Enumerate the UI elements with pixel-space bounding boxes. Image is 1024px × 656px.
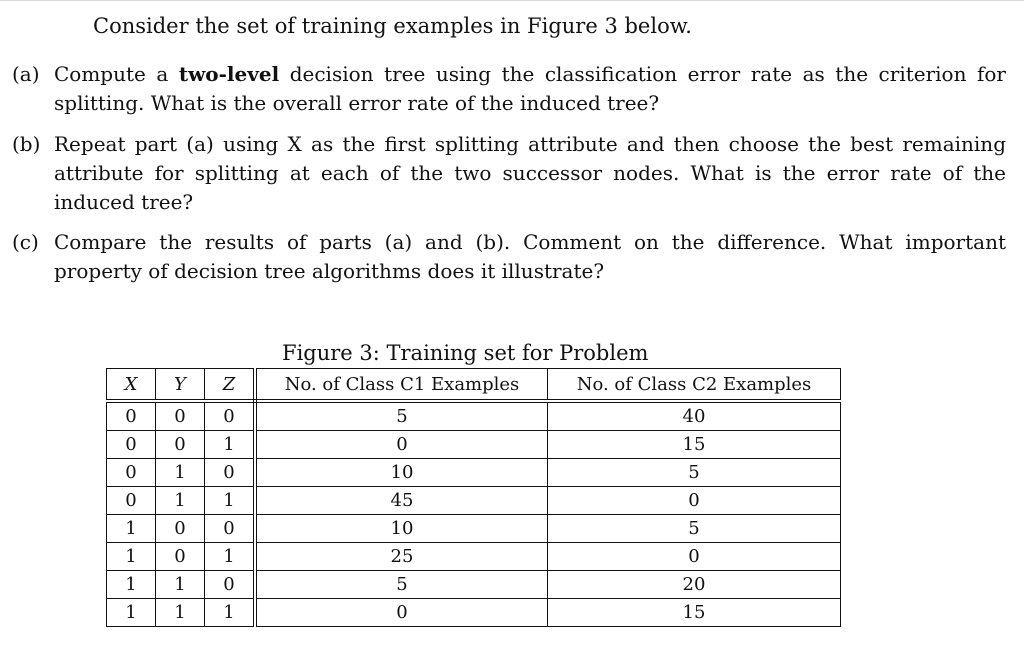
cell-z: 0 [205, 515, 256, 543]
table-row [107, 543, 841, 571]
cell-z: 0 [205, 401, 256, 431]
cell-class-c1: 25 [255, 543, 548, 571]
cell-class-c2: 15 [548, 599, 841, 627]
cell-x: 1 [107, 571, 156, 599]
cell-y: 0 [156, 515, 205, 543]
cell-class-c2: 20 [548, 571, 841, 599]
cell-x: 0 [107, 431, 156, 459]
figure-caption: Figure 3: Training set for Problem [282, 341, 649, 365]
cell-y: 0 [156, 431, 205, 459]
cell-z: 1 [205, 487, 256, 515]
cell-y: 1 [156, 599, 205, 627]
training-set-table [106, 368, 841, 627]
table-row [107, 515, 841, 543]
cell-y: 0 [156, 401, 205, 431]
question-text [54, 60, 1006, 118]
question-text-start: Compute a [54, 62, 179, 86]
question-text: Compare the results of parts (a) and (b). Comment on the difference. What important property of decision tree algorithms does it illustrate? [54, 230, 1006, 283]
cell-x: 0 [107, 459, 156, 487]
top-divider [0, 0, 1024, 1]
question-c [12, 228, 1006, 286]
question-b [12, 130, 1006, 217]
table-row [107, 571, 841, 599]
cell-y: 0 [156, 543, 205, 571]
table-header-row [107, 369, 841, 402]
cell-class-c2: 5 [548, 515, 841, 543]
cell-class-c2: 40 [548, 401, 841, 431]
cell-class-c2: 0 [548, 487, 841, 515]
cell-class-c1: 5 [255, 401, 548, 431]
question-text-bold: two-level [178, 62, 280, 86]
question-text: Repeat part (a) using X as the first splitting attribute and then choose the best remaining attribute for splitting at each of the two successor nodes. What is the error rate of the induced tree? [54, 132, 1006, 214]
cell-y: 1 [156, 571, 205, 599]
cell-z: 1 [205, 599, 256, 627]
question-label: (a) [12, 62, 40, 86]
intro-text: Consider the set of training examples in Figure 3 below. [93, 14, 692, 38]
cell-class-c1: 0 [255, 431, 548, 459]
header-z: Z [205, 369, 256, 402]
cell-z: 0 [205, 459, 256, 487]
header-y: Y [156, 369, 205, 402]
question-label: (c) [12, 230, 39, 254]
cell-class-c2: 0 [548, 543, 841, 571]
header-class-c1: No. of Class C1 Examples [255, 369, 548, 402]
question-label: (b) [12, 132, 41, 156]
question-text-end: decision tree using the classification error rate as the criterion for splitting. What is the overall error rate of the induced tree? [54, 62, 1006, 115]
cell-z: 0 [205, 571, 256, 599]
cell-class-c1: 5 [255, 571, 548, 599]
cell-class-c1: 10 [255, 515, 548, 543]
cell-class-c1: 0 [255, 599, 548, 627]
cell-z: 1 [205, 431, 256, 459]
cell-x: 1 [107, 515, 156, 543]
cell-y: 1 [156, 487, 205, 515]
header-x: X [107, 369, 156, 402]
table-row [107, 487, 841, 515]
cell-class-c2: 15 [548, 431, 841, 459]
table-row [107, 459, 841, 487]
table-body [107, 401, 841, 627]
question-a [12, 60, 1006, 118]
cell-x: 0 [107, 487, 156, 515]
cell-y: 1 [156, 459, 205, 487]
table-row [107, 599, 841, 627]
header-class-c2: No. of Class C2 Examples [548, 369, 841, 402]
cell-x: 1 [107, 543, 156, 571]
cell-class-c2: 5 [548, 459, 841, 487]
cell-class-c1: 10 [255, 459, 548, 487]
table-row [107, 401, 841, 431]
cell-z: 1 [205, 543, 256, 571]
table-row [107, 431, 841, 459]
cell-x: 1 [107, 599, 156, 627]
cell-class-c1: 45 [255, 487, 548, 515]
cell-x: 0 [107, 401, 156, 431]
